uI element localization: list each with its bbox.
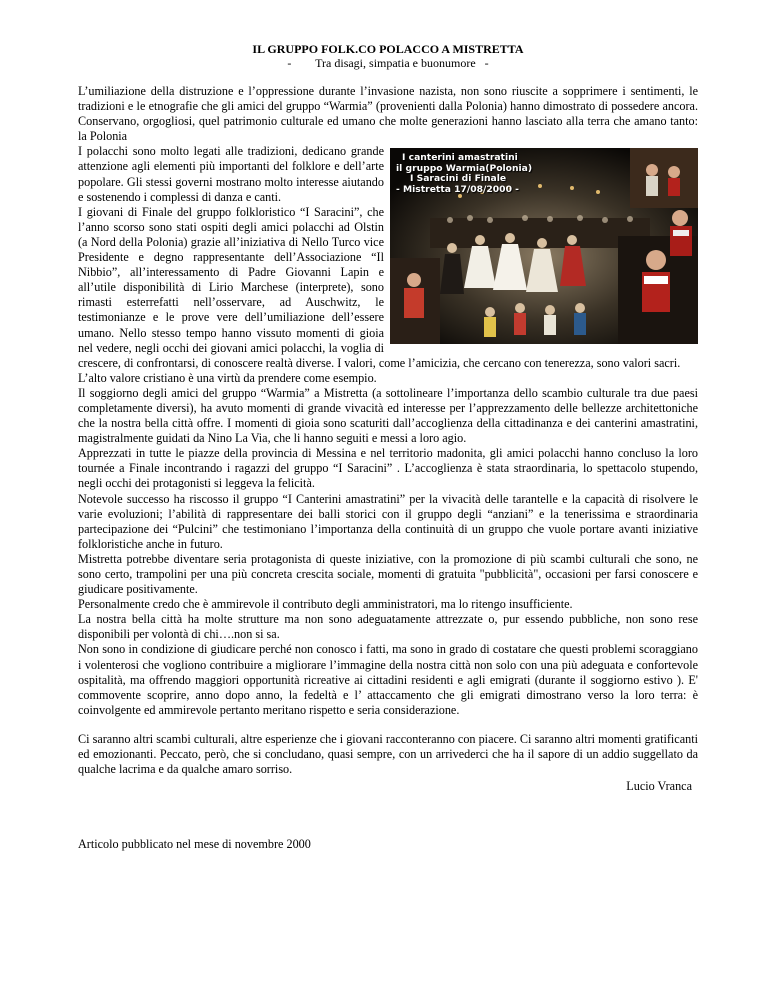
- paragraph-closing: Ci saranno altri scambi culturali, altre esperienze che i giovani racconteranno con piacere. Ci saranno altri momenti gratificanti ed emozionanti. Peccato, però, che si concludano, quasi sempre, con un arrivederci che ha il sapore di un addio suggellato da qualche lacrima e da qualche amaro sorriso.: [78, 731, 698, 777]
- paragraph-traditions: I polacchi sono molto legati alle tradizioni, dedicano grande attenzione agli elementi più importanti del folklore e dell’arte popolare. Gli stessi governi mostrano molto interesse aiutando e sostenendo i complessi di danza e canti.: [78, 144, 384, 204]
- paragraph-christian-value: L’alto valore cristiano è una virtù da prendere come esempio.: [78, 370, 377, 385]
- paragraph-protagonist: Mistretta potrebbe diventare seria protagonista di queste iniziative, con la promozione di più scambi culturali che sono, ne sono certo, trampolini per una più concreta crescita sociale, momenti di gratuita "pubblicità", occasioni per farsi conoscere e giudicare positivamente.: [78, 551, 698, 597]
- paragraph-structures: La nostra bella città ha molte strutture ma non sono adeguatamente attrezzate o, pur essendo pubbliche, non sono rese disponibili per volontà di chi….non si sa.: [78, 612, 698, 642]
- paragraph-emigrants: Non sono in condizione di giudicare perché non conosco i fatti, ma sono in grado di costatare che questi problemi scoraggiano i volenterosi che vogliono contribuire a migliorare l’immagine della nostra città non solo con una più adeguata e confortevole ospitalità, ma offrendo maggiori opportunità ricreative ai cittadini residenti e agli emigrati (durante il soggiorno estivo ). E' commovente scoprire, anno dopo anno, la fedeltà e l’ attaccamento che gli emigrati dimostrano verso la loro terra: è coinvolgente ed ammirevole pertanto meritano rispetto e seria considerazione.: [78, 642, 698, 717]
- publication-note: Articolo pubblicato nel mese di novembre 2000: [78, 837, 311, 852]
- caption-line-1: I canterini amastratini: [402, 152, 518, 164]
- paragraph-administrators: Personalmente credo che è ammirevole il contributo degli amministratori, ma lo ritengo insufficiente.: [78, 597, 573, 612]
- article-page: [78, 42, 698, 852]
- paragraph-saracini: I giovani di Finale del gruppo folkloristico “I Saracini”, che l’anno scorso sono stati ospiti degli amici polacchi ad Olstin (a Nord della Polonia) grazie all’iniziativa di Nello Turco vice Presidente e degno rappresentante dell’Associazione “Il Nibbio”, all’interessamento di Padre Giovanni Lapin e all’utile disponibilità di Lirio Marchese (interprete), sono rimasti esterrefatti nell’osservare, ad Auschwitz, le testimonianze e le prove vere dell’umiliazione dell’essere umano. Nello stesso tempo hanno vissuto momenti di gioia nel vedere, negli occhi dei giovani amici polacchi, la voglia di crescere, di confrontarsi, di conoscere realtà diverse. I valori, come l’amicizia, che cercano con tenerezza, sono valori sacri.: [78, 204, 681, 370]
- paragraph-intro: L’umiliazione della distruzione e l’oppressione durante l’invasione nazista, non sono riuscite a sopprimere i sentimenti, le tradizioni e le etnografie che gli amici del gruppo “Warmia” (provenienti dalla Polonia) hanno dimostrato di possedere ancora. Conservano, orgogliosi, quel patrimonio culturale ed umano che molte generazioni hanno lasciato alla terra che amano tanto: la Polonia: [78, 84, 698, 144]
- article-title: IL GRUPPO FOLK.CO POLACCO A MISTRETTA: [252, 42, 524, 56]
- author-signature: Lucio Vranca: [626, 779, 692, 794]
- photo-caption: [396, 153, 532, 195]
- caption-line-4: - Mistretta 17/08/2000 -: [396, 183, 519, 195]
- paragraph-stay-mistretta: Il soggiorno degli amici del gruppo “Warmia” a Mistretta (a sottolineare l’importanza dello scambio culturale tra due paesi completamente diversi), ha avuto momenti di grande vivacità ed interesse per l’apprezzamento delle bellezze architettoniche che la nostra bella città offre. I momenti di gioia sono scaturiti dall’accoglienza della cittadinanza e dei canterini amastratini, magistralmente guidati da Nino La Via, che li hanno seguiti e messi a loro agio.: [78, 385, 698, 446]
- paragraph-tour-finale: Apprezzati in tutte le piazze della provincia di Messina e nel territorio madonita, gli amici polacchi hanno concluso la loro tournée a Finale incontrando i ragazzi del gruppo “I Saracini” . L’accoglienza è stata straordinaria, lo spettacolo stupendo, negli occhi dei protagonisti si leggeva la felicità.: [78, 446, 698, 491]
- article-subtitle: - Tra disagi, simpatia e buonumore -: [287, 56, 489, 70]
- paragraph-canterini: Notevole successo ha riscosso il gruppo “I Canterini amastratini” per la vivacità delle tarantelle e la capacità di risolvere le varie evoluzioni; l’abilità di rappresentare dei balli storici con il gruppo degli “anziani” e la tenerissima e straordinaria partecipazione dei “Pulcini” che testimoniano l’importanza della continuità di un gruppo che vuole portare avanti iniziative folkloristiche anche in futuro.: [78, 491, 698, 551]
- caption-line-3: I Saracini di Finale: [410, 173, 507, 185]
- caption-line-2: il gruppo Warmia(Polonia): [396, 162, 533, 174]
- photo-collage: [390, 148, 698, 344]
